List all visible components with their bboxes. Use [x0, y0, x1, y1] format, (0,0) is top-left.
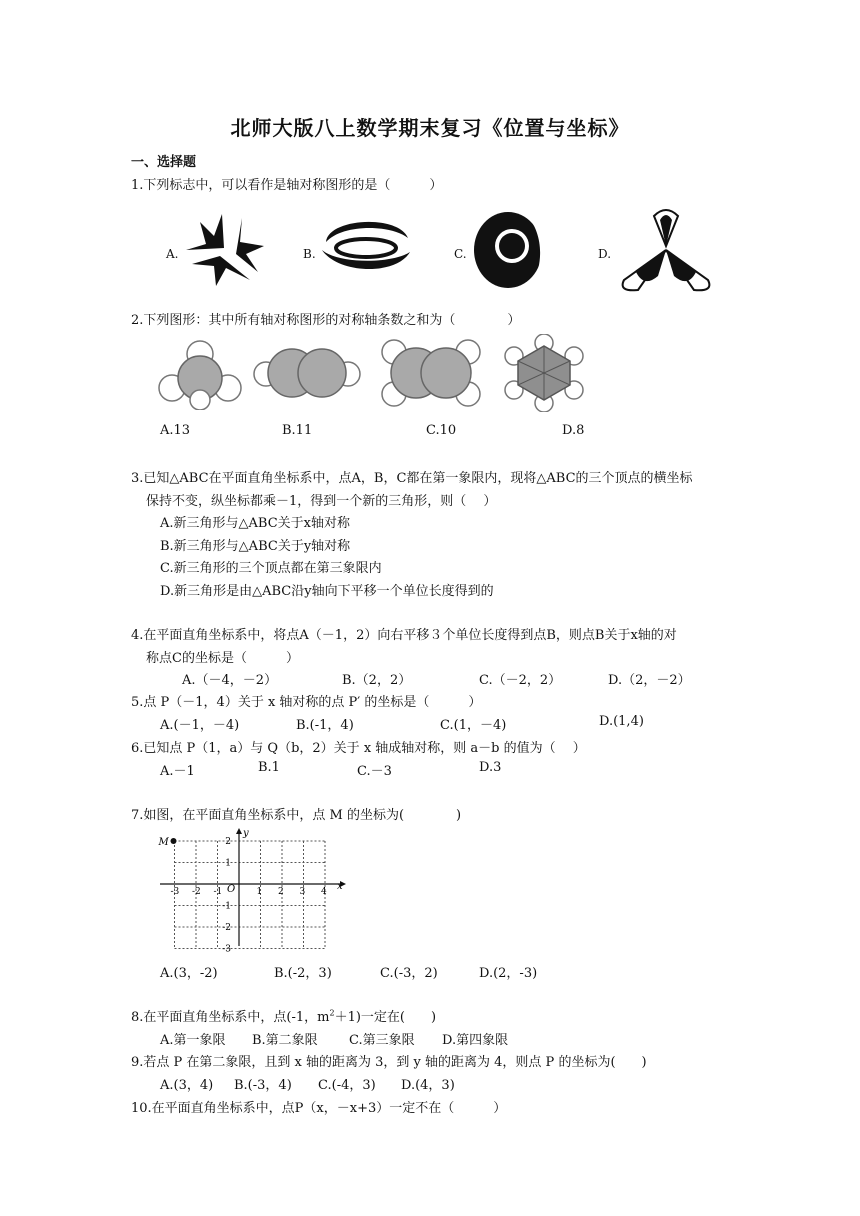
q6-option-a: A.－1 — [160, 764, 195, 779]
point-m — [171, 838, 177, 844]
question-4-stem-line2: 称点C的坐标是（ ） — [146, 651, 299, 666]
x-tick-label: -2 — [192, 887, 201, 897]
q3-option-b: B.新三角形与△ABC关于y轴对称 — [160, 539, 351, 554]
origin-label: O — [227, 884, 236, 895]
q2-option-c: C.10 — [426, 423, 457, 438]
q5-option-b: B.(-1，4) — [296, 718, 354, 733]
molecule-image-1 — [156, 338, 244, 410]
q7-option-d: D.(2，-3) — [479, 966, 538, 981]
x-tick-label: -3 — [170, 887, 180, 897]
y-axis-label: y — [243, 828, 249, 839]
q1-label-a: A. — [166, 247, 179, 261]
q6-option-d: D.3 — [479, 760, 502, 775]
q1-label-d: D. — [598, 247, 612, 261]
q2-option-b: B.11 — [282, 423, 313, 438]
y-tick-label: 1 — [225, 858, 231, 869]
question-9-stem: 9.若点 P 在第二象限，且到 x 轴的距离为 3，到 y 轴的距离为 4，则点 P 的坐标为( ) — [131, 1055, 647, 1070]
point-m-label: M — [158, 837, 169, 848]
q7-option-a: A.(3，-2) — [160, 966, 218, 981]
y-tick-label: 2 — [225, 837, 231, 847]
x-tick-label: 2 — [278, 887, 284, 897]
x-axis-label: x — [337, 881, 343, 892]
section-heading: 一、选择题 — [131, 155, 197, 170]
q3-option-a: A.新三角形与△ABC关于x轴对称 — [160, 516, 350, 531]
y-tick-label: -2 — [222, 923, 231, 933]
q9-option-a: A.(3，4) — [160, 1078, 214, 1093]
y-axis-arrow — [236, 828, 242, 834]
q6-option-b: B.1 — [258, 760, 280, 775]
q4-option-a: A.（－4，－2） — [182, 673, 278, 688]
y-tick-label: -1 — [222, 901, 231, 912]
question-6-stem: 6.已知点 P（1，a）与 Q（b，2）关于 x 轴成轴对称，则 a－b 的值为（ ） — [131, 741, 586, 756]
question-7-stem: 7.如图，在平面直角坐标系中，点 M 的坐标为( ) — [131, 808, 462, 823]
question-4-stem-line1: 4.在平面直角坐标系中，将点A（－1，2）向右平移３个单位长度得到点B，则点B关于x轴的对 — [131, 628, 677, 643]
ring-logo-image — [318, 214, 414, 284]
q9-option-d: D.(4，3) — [401, 1078, 455, 1093]
question-3-stem-line1: 3.已知△ABC在平面直角坐标系中，点A，B，C都在第一象限内，现将△ABC的三个顶点的横坐标 — [131, 471, 693, 486]
q7-option-b: B.(-2，3) — [274, 966, 332, 981]
q1-label-c: C. — [454, 247, 467, 261]
molecule-image-4 — [504, 334, 584, 412]
circle-logo-image — [468, 204, 552, 294]
petal-logo-image — [614, 206, 718, 296]
q8-option-c: C.第三象限 — [349, 1033, 415, 1048]
question-10-stem: 10.在平面直角坐标系中，点P（x，－x+3）一定不在（ ） — [131, 1101, 507, 1116]
q5-option-a: A.(－1，－4) — [160, 718, 240, 733]
q5-option-d: D.(1,4) — [599, 714, 644, 729]
star-logo-image — [180, 210, 270, 290]
x-tick-label: 1 — [256, 887, 263, 897]
q4-option-b: B.（2，2） — [342, 673, 412, 688]
q1-label-b: B. — [303, 247, 316, 261]
q5-option-c: C.(1，－4) — [440, 718, 507, 733]
q2-option-d: D.8 — [562, 423, 585, 438]
q2-option-a: A.13 — [160, 423, 191, 438]
q4-option-d: D.（2，－2） — [608, 673, 691, 688]
question-1-stem: 1.下列标志中，可以看作是轴对称图形的是（ ） — [131, 178, 443, 193]
q8-option-d: D.第四象限 — [442, 1033, 509, 1048]
q8-option-b: B.第二象限 — [252, 1033, 318, 1048]
x-tick-label: 4 — [321, 887, 327, 897]
q9-option-b: B.(-3，4) — [234, 1078, 292, 1093]
question-8-stem: 8.在平面直角坐标系中，点(-1，$m^2+1$)一定在( ) — [131, 1008, 437, 1025]
q7-option-c: C.(-3，2) — [380, 966, 438, 981]
molecule-image-2 — [252, 344, 362, 402]
q9-option-c: C.(-4，3) — [318, 1078, 376, 1093]
x-tick-label: -1 — [213, 887, 223, 897]
q6-option-c: C.－3 — [357, 764, 392, 779]
q3-option-c: C.新三角形的三个顶点都在第三象限内 — [160, 561, 382, 576]
question-5-stem: 5.点 P（－1，4）关于 x 轴对称的点 P′ 的坐标是（ ） — [131, 695, 482, 710]
q4-option-c: C.（－2，2） — [479, 673, 562, 688]
coordinate-grid-figure — [154, 826, 350, 952]
x-tick-label: 3 — [299, 887, 306, 897]
y-tick-label: -3 — [222, 944, 231, 952]
page-title: 北师大版八上数学期末复习《位置与坐标》 — [230, 116, 630, 140]
q8-option-a: A.第一象限 — [160, 1033, 226, 1048]
molecule-image-3 — [374, 336, 488, 410]
q3-option-d: D.新三角形是由△ABC沿y轴向下平移一个单位长度得到的 — [160, 584, 494, 599]
question-3-stem-line2: 保持不变，纵坐标都乘－1，得到一个新的三角形，则（ ） — [146, 494, 497, 509]
question-2-stem: 2.下列图形：其中所有轴对称图形的对称轴条数之和为（ ） — [131, 313, 521, 328]
